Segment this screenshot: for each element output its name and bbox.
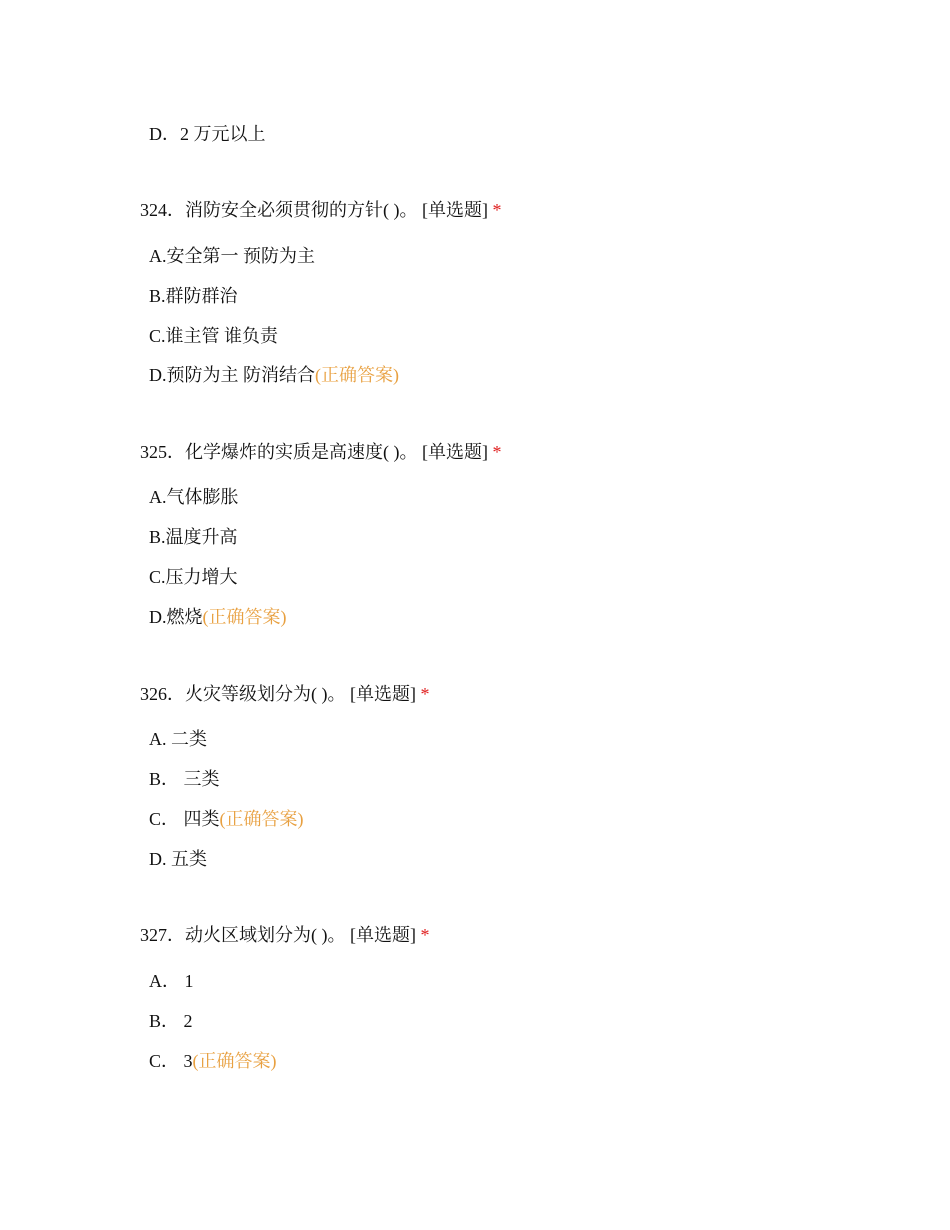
option-text: B． 三类 [149, 769, 220, 789]
required-star: * [420, 684, 430, 704]
question-324-option-b [149, 284, 238, 308]
option-text: D.预防为主 防消结合 [149, 365, 315, 385]
question-325-option-b [149, 525, 238, 549]
question-number: 327． [140, 925, 185, 945]
question-327-title [140, 923, 430, 947]
option-text: D．2 万元以上 [149, 124, 266, 144]
option-text: B.群防群治 [149, 286, 238, 306]
question-326-option-d [149, 847, 207, 871]
option-text: A.气体膨胀 [149, 487, 239, 507]
question-text: 化学爆炸的实质是高速度( )。 [185, 442, 418, 462]
required-star: * [420, 925, 430, 945]
option-text: A.安全第一 预防为主 [149, 246, 315, 266]
question-325-option-a [149, 485, 239, 509]
option-text: C.压力增大 [149, 567, 238, 587]
question-325-title [140, 440, 502, 464]
question-number: 325． [140, 442, 185, 462]
correct-answer-mark: (正确答案) [192, 1051, 277, 1071]
question-324-option-d [149, 363, 399, 387]
question-type: [单选题] [350, 925, 416, 945]
question-324-option-c [149, 324, 278, 348]
option-text: C． 3 [149, 1051, 193, 1071]
question-number: 324． [140, 200, 185, 220]
option-text: D. 五类 [149, 849, 207, 869]
option-text: B． 2 [149, 1011, 193, 1031]
option-text: A. 二类 [149, 729, 207, 749]
required-star: * [492, 442, 502, 462]
question-325-option-c [149, 565, 238, 589]
question-type: [单选题] [422, 442, 488, 462]
question-326-option-b [149, 767, 220, 791]
question-327-option-c [149, 1049, 277, 1073]
option-text: D.燃烧 [149, 607, 203, 627]
question-text: 动火区域划分为( )。 [185, 925, 346, 945]
option-text: A． 1 [149, 971, 194, 991]
question-text: 火灾等级划分为( )。 [185, 684, 346, 704]
question-type: [单选题] [422, 200, 488, 220]
option-text: B.温度升高 [149, 527, 238, 547]
question-text: 消防安全必须贯彻的方针( )。 [185, 200, 418, 220]
question-326-option-a [149, 727, 207, 751]
correct-answer-mark: (正确答案) [219, 809, 304, 829]
question-324-title [140, 198, 502, 222]
question-326-title [140, 682, 430, 706]
question-327-option-b [149, 1009, 193, 1033]
correct-answer-mark: (正确答案) [202, 607, 287, 627]
prev-option-d [149, 122, 266, 146]
option-text: C.谁主管 谁负责 [149, 326, 279, 346]
correct-answer-mark: (正确答案) [315, 365, 399, 385]
question-326-option-c [149, 807, 304, 831]
question-327-option-a [149, 969, 194, 993]
required-star: * [492, 200, 502, 220]
question-type: [单选题] [350, 684, 416, 704]
question-325-option-d [149, 605, 287, 629]
question-number: 326． [140, 684, 185, 704]
question-324-option-a [149, 244, 315, 268]
option-text: C． 四类 [149, 809, 220, 829]
